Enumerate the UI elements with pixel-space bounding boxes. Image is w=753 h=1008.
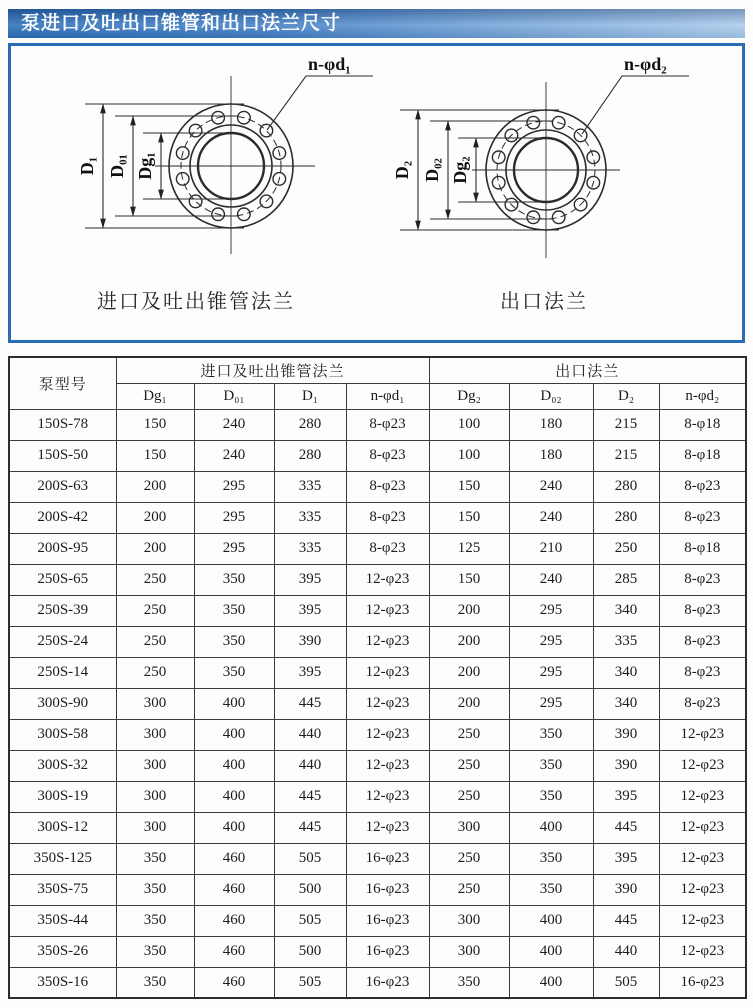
pump-model-cell: 300S-32 xyxy=(9,750,116,781)
dimension-cell: 125 xyxy=(429,533,509,564)
dimension-cell: 215 xyxy=(593,440,659,471)
dimension-cell: 300 xyxy=(116,719,194,750)
dimension-cell: 390 xyxy=(274,626,346,657)
dimension-cell: 350 xyxy=(116,874,194,905)
dimension-cell: 395 xyxy=(274,595,346,626)
dimension-cell: 445 xyxy=(593,812,659,843)
pump-model-cell: 250S-39 xyxy=(9,595,116,626)
dimension-cell: 250 xyxy=(429,719,509,750)
dimension-cell: 250 xyxy=(593,533,659,564)
dimension-cell: 445 xyxy=(274,688,346,719)
dimension-cell: 200 xyxy=(116,471,194,502)
table-row xyxy=(9,564,746,595)
table-row xyxy=(9,409,746,440)
pump-model-cell: 150S-78 xyxy=(9,409,116,440)
dimension-cell: 285 xyxy=(593,564,659,595)
dimension-cell: 500 xyxy=(274,874,346,905)
dimension-cell: 12-φ23 xyxy=(346,688,429,719)
dimension-cell: 12-φ23 xyxy=(346,812,429,843)
dimension-cell: 340 xyxy=(593,595,659,626)
dimension-label-D2: D₂ xyxy=(392,160,412,180)
dimension-cell: 150 xyxy=(116,409,194,440)
dimension-cell: 12-φ23 xyxy=(346,781,429,812)
dimension-cell: 350 xyxy=(509,719,593,750)
bolt-hole xyxy=(587,151,600,164)
dimension-cell: 200 xyxy=(429,657,509,688)
dimension-cell: 8-φ18 xyxy=(659,440,746,471)
dimension-cell: 400 xyxy=(509,967,593,998)
dimension-cell: 16-φ23 xyxy=(346,936,429,967)
dimension-cell: 12-φ23 xyxy=(346,750,429,781)
dimension-cell: 12-φ23 xyxy=(659,812,746,843)
dimension-cell: 8-φ23 xyxy=(659,688,746,719)
dimension-cell: 240 xyxy=(509,502,593,533)
bolt-hole xyxy=(189,124,202,137)
table-row xyxy=(9,657,746,688)
dimension-cell: 250 xyxy=(429,843,509,874)
dimension-cell: 12-φ23 xyxy=(346,564,429,595)
dimension-label-D01: D₀₁ xyxy=(107,154,127,178)
table-group-header-row xyxy=(9,357,746,383)
dimension-cell: 350 xyxy=(509,781,593,812)
dimension-cell: 505 xyxy=(274,967,346,998)
dimension-cell: 300 xyxy=(429,936,509,967)
dimension-cell: 150 xyxy=(429,502,509,533)
table-row xyxy=(9,843,746,874)
bolt-hole xyxy=(260,124,273,137)
pump-model-cell: 300S-90 xyxy=(9,688,116,719)
table-row xyxy=(9,719,746,750)
dimension-cell: 350 xyxy=(509,843,593,874)
table-row xyxy=(9,905,746,936)
dimension-cell: 8-φ23 xyxy=(659,626,746,657)
pump-model-cell: 350S-125 xyxy=(9,843,116,874)
page-title-bar xyxy=(8,9,745,38)
column-header-7: n-φd₂ xyxy=(659,383,746,409)
dimension-cell: 460 xyxy=(194,905,274,936)
dimension-cell: 200 xyxy=(116,502,194,533)
pump-model-cell: 200S-63 xyxy=(9,471,116,502)
dimension-cell: 500 xyxy=(274,936,346,967)
dimension-cell: 400 xyxy=(509,936,593,967)
inlet-group-header: 进口及吐出锥管法兰 xyxy=(116,357,429,383)
dimension-cell: 505 xyxy=(274,843,346,874)
column-header-0: Dg₁ xyxy=(116,383,194,409)
bolt-hole xyxy=(238,208,251,221)
table-row xyxy=(9,626,746,657)
bolt-hole xyxy=(492,176,505,189)
table-row xyxy=(9,812,746,843)
dimension-cell: 440 xyxy=(274,719,346,750)
inlet-flange-drawing xyxy=(77,54,373,313)
dimension-cell: 12-φ23 xyxy=(659,719,746,750)
table-row xyxy=(9,750,746,781)
dimension-cell: 390 xyxy=(593,750,659,781)
dimension-cell: 16-φ23 xyxy=(346,967,429,998)
dimension-cell: 8-φ23 xyxy=(659,595,746,626)
dimension-cell: 335 xyxy=(593,626,659,657)
dimension-cell: 295 xyxy=(509,657,593,688)
flange-drawings xyxy=(11,46,742,340)
dimension-cell: 240 xyxy=(194,440,274,471)
dimension-label-Dg1: Dg₁ xyxy=(135,152,155,180)
dimension-cell: 8-φ23 xyxy=(346,533,429,564)
dimension-cell: 390 xyxy=(593,719,659,750)
table-row xyxy=(9,440,746,471)
bolt-spec-label: n-φd₂ xyxy=(624,54,667,74)
column-header-2: D₁ xyxy=(274,383,346,409)
page-title: 泵进口及吐出口锥管和出口法兰尺寸 xyxy=(21,13,342,34)
dimension-cell: 240 xyxy=(509,564,593,595)
dimension-cell: 250 xyxy=(116,626,194,657)
dimension-cell: 335 xyxy=(274,533,346,564)
dimension-cell: 8-φ23 xyxy=(346,440,429,471)
bolt-hole xyxy=(189,195,202,208)
dimension-cell: 350 xyxy=(194,626,274,657)
dimension-cell: 400 xyxy=(509,905,593,936)
dimension-cell: 400 xyxy=(509,812,593,843)
column-header-3: n-φd₁ xyxy=(346,383,429,409)
dimension-label-Dg2: Dg₂ xyxy=(450,156,470,184)
dimension-cell: 150 xyxy=(429,471,509,502)
dimension-cell: 335 xyxy=(274,471,346,502)
dimension-cell: 400 xyxy=(194,812,274,843)
dimension-cell: 250 xyxy=(429,874,509,905)
dimension-cell: 400 xyxy=(194,719,274,750)
dimension-cell: 350 xyxy=(429,967,509,998)
outlet-group-header: 出口法兰 xyxy=(429,357,746,383)
dimension-cell: 295 xyxy=(194,471,274,502)
dimension-cell: 215 xyxy=(593,409,659,440)
pump-model-cell: 200S-95 xyxy=(9,533,116,564)
table-row xyxy=(9,781,746,812)
dimension-cell: 200 xyxy=(429,688,509,719)
dimension-cell: 350 xyxy=(194,595,274,626)
dimension-cell: 12-φ23 xyxy=(659,750,746,781)
dimension-cell: 8-φ23 xyxy=(346,471,429,502)
dimension-cell: 295 xyxy=(194,502,274,533)
pump-model-cell: 250S-14 xyxy=(9,657,116,688)
dimension-cell: 440 xyxy=(593,936,659,967)
dimension-cell: 395 xyxy=(593,843,659,874)
dimension-cell: 445 xyxy=(274,812,346,843)
dimension-cell: 460 xyxy=(194,843,274,874)
dimension-cell: 250 xyxy=(116,564,194,595)
outlet-flange-drawing xyxy=(392,54,689,313)
column-header-5: D₀₂ xyxy=(509,383,593,409)
pump-model-cell: 200S-42 xyxy=(9,502,116,533)
dimension-cell: 8-φ23 xyxy=(346,409,429,440)
pump-model-cell: 300S-12 xyxy=(9,812,116,843)
bolt-hole xyxy=(552,211,565,224)
dimension-cell: 280 xyxy=(593,502,659,533)
dimension-cell: 340 xyxy=(593,688,659,719)
dimension-cell: 240 xyxy=(194,409,274,440)
dimension-cell: 150 xyxy=(116,440,194,471)
pump-model-cell: 350S-75 xyxy=(9,874,116,905)
bolt-hole-leader xyxy=(582,76,689,134)
dimension-cell: 350 xyxy=(509,874,593,905)
pump-model-cell: 350S-26 xyxy=(9,936,116,967)
table-row xyxy=(9,936,746,967)
dimension-cell: 295 xyxy=(509,626,593,657)
dimension-cell: 12-φ23 xyxy=(346,657,429,688)
dimension-cell: 350 xyxy=(116,905,194,936)
dimension-cell: 12-φ23 xyxy=(346,719,429,750)
dimension-cell: 12-φ23 xyxy=(659,843,746,874)
dimension-cell: 280 xyxy=(274,409,346,440)
column-header-4: Dg₂ xyxy=(429,383,509,409)
dimension-cell: 8-φ18 xyxy=(659,533,746,564)
dimension-cell: 12-φ23 xyxy=(659,874,746,905)
flange-dimension-table xyxy=(8,356,747,999)
diagram-panel xyxy=(8,43,745,343)
dimension-cell: 100 xyxy=(429,409,509,440)
pump-model-cell: 250S-65 xyxy=(9,564,116,595)
pump-model-cell: 150S-50 xyxy=(9,440,116,471)
dimension-cell: 335 xyxy=(274,502,346,533)
bolt-hole xyxy=(527,116,540,129)
inlet-flange-caption: 进口及吐出锥管法兰 xyxy=(97,291,295,313)
dimension-cell: 280 xyxy=(274,440,346,471)
column-header-1: D₀₁ xyxy=(194,383,274,409)
table-row xyxy=(9,502,746,533)
dimension-cell: 8-φ23 xyxy=(659,502,746,533)
dimension-cell: 250 xyxy=(429,781,509,812)
dimension-cell: 12-φ23 xyxy=(659,936,746,967)
dimension-cell: 350 xyxy=(509,750,593,781)
dimension-cell: 12-φ23 xyxy=(659,905,746,936)
dimension-cell: 350 xyxy=(194,564,274,595)
table-row xyxy=(9,595,746,626)
dimension-cell: 350 xyxy=(116,936,194,967)
dimension-cell: 200 xyxy=(429,595,509,626)
table-row xyxy=(9,688,746,719)
dimension-cell: 300 xyxy=(116,688,194,719)
pump-model-cell: 250S-24 xyxy=(9,626,116,657)
dimension-cell: 390 xyxy=(593,874,659,905)
dimension-cell: 505 xyxy=(274,905,346,936)
dimension-cell: 12-φ23 xyxy=(659,781,746,812)
bolt-hole-leader xyxy=(267,76,373,130)
dimension-cell: 280 xyxy=(593,471,659,502)
dimension-cell: 440 xyxy=(274,750,346,781)
dimension-cell: 295 xyxy=(509,595,593,626)
dimension-cell: 295 xyxy=(509,688,593,719)
dimension-cell: 350 xyxy=(194,657,274,688)
pump-model-cell: 300S-19 xyxy=(9,781,116,812)
bolt-spec-label: n-φd₁ xyxy=(308,54,351,74)
dimension-cell: 16-φ23 xyxy=(346,905,429,936)
dimension-cell: 460 xyxy=(194,936,274,967)
column-header-6: D₂ xyxy=(593,383,659,409)
dimension-cell: 8-φ23 xyxy=(346,502,429,533)
dimension-cell: 300 xyxy=(116,750,194,781)
pump-model-header: 泵型号 xyxy=(9,357,116,409)
table-row xyxy=(9,533,746,564)
dimension-label-D1: D₁ xyxy=(77,156,97,176)
dimension-cell: 505 xyxy=(593,967,659,998)
pump-model-cell: 350S-44 xyxy=(9,905,116,936)
table-sub-header-row xyxy=(9,383,746,409)
dimension-cell: 16-φ23 xyxy=(346,874,429,905)
dimension-cell: 445 xyxy=(593,905,659,936)
dimension-cell: 180 xyxy=(509,440,593,471)
dimension-cell: 250 xyxy=(116,657,194,688)
dimension-cell: 295 xyxy=(194,533,274,564)
outlet-flange-caption: 出口法兰 xyxy=(500,291,588,313)
dimension-cell: 210 xyxy=(509,533,593,564)
dimension-cell: 300 xyxy=(429,812,509,843)
dimension-cell: 395 xyxy=(274,657,346,688)
dimension-cell: 8-φ23 xyxy=(659,564,746,595)
pump-model-cell: 350S-16 xyxy=(9,967,116,998)
dimension-cell: 250 xyxy=(429,750,509,781)
dimension-cell: 400 xyxy=(194,688,274,719)
dimension-cell: 100 xyxy=(429,440,509,471)
dimension-cell: 395 xyxy=(274,564,346,595)
dimension-cell: 240 xyxy=(509,471,593,502)
dimension-cell: 460 xyxy=(194,967,274,998)
table-row xyxy=(9,967,746,998)
dimension-cell: 445 xyxy=(274,781,346,812)
dimension-cell: 340 xyxy=(593,657,659,688)
dimension-cell: 350 xyxy=(116,843,194,874)
dimension-cell: 8-φ23 xyxy=(659,471,746,502)
dimension-cell: 300 xyxy=(116,812,194,843)
dimension-cell: 395 xyxy=(593,781,659,812)
dimension-cell: 12-φ23 xyxy=(346,595,429,626)
dimension-cell: 8-φ23 xyxy=(659,657,746,688)
dimension-cell: 200 xyxy=(116,533,194,564)
flange-table-body xyxy=(9,409,746,998)
dimension-cell: 180 xyxy=(509,409,593,440)
dimension-cell: 400 xyxy=(194,750,274,781)
dimension-cell: 12-φ23 xyxy=(346,626,429,657)
dimension-cell: 300 xyxy=(116,781,194,812)
table-row xyxy=(9,471,746,502)
dimension-cell: 460 xyxy=(194,874,274,905)
dimension-label-D02: D₀₂ xyxy=(422,158,442,182)
dimension-cell: 350 xyxy=(116,967,194,998)
dimension-cell: 250 xyxy=(116,595,194,626)
dimension-cell: 16-φ23 xyxy=(346,843,429,874)
dimension-cell: 150 xyxy=(429,564,509,595)
dimension-cell: 8-φ18 xyxy=(659,409,746,440)
dimension-cell: 200 xyxy=(429,626,509,657)
dimension-cell: 300 xyxy=(429,905,509,936)
dimension-cell: 400 xyxy=(194,781,274,812)
pump-model-cell: 300S-58 xyxy=(9,719,116,750)
dimension-cell: 16-φ23 xyxy=(659,967,746,998)
table-row xyxy=(9,874,746,905)
